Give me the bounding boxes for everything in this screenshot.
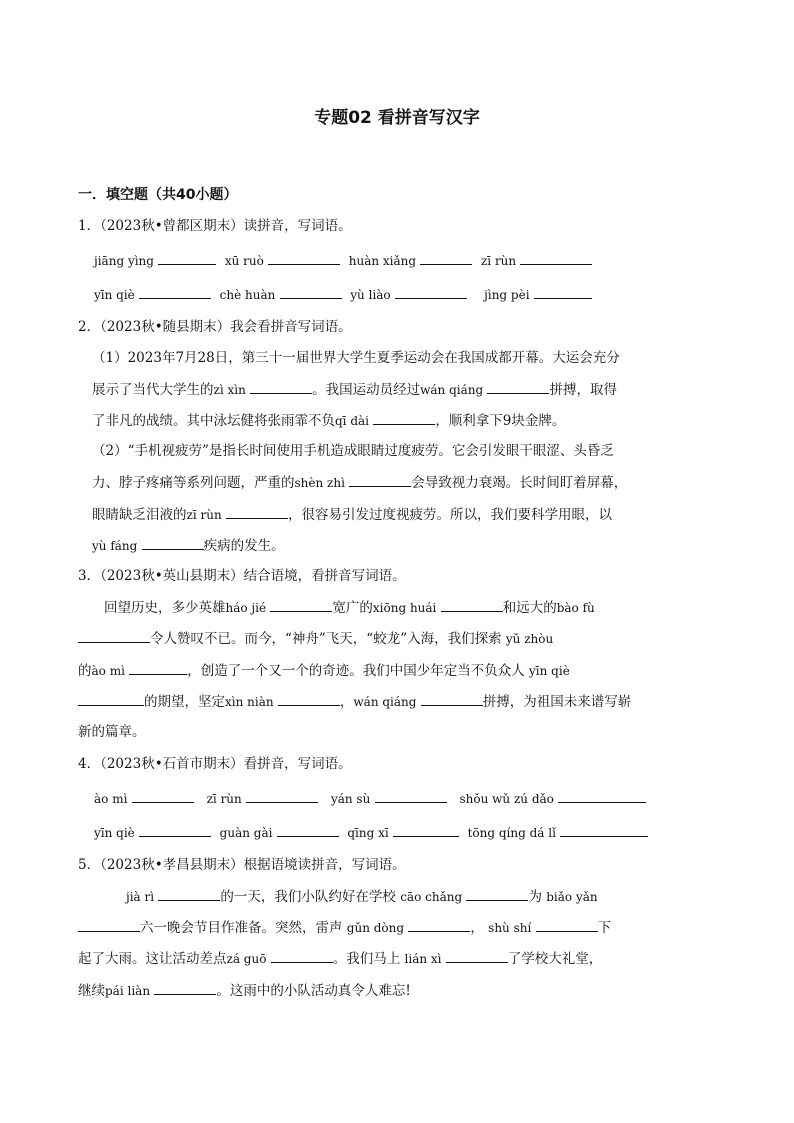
pinyin: zī rùn bbox=[186, 508, 222, 522]
text: ， bbox=[470, 920, 484, 936]
pinyin: qīng xī bbox=[347, 826, 389, 840]
pinyin: zá guō bbox=[226, 952, 267, 966]
pinyin: shù shí bbox=[488, 921, 532, 935]
answer-blank[interactable] bbox=[246, 788, 318, 803]
answer-blank[interactable] bbox=[270, 597, 332, 612]
text: ， bbox=[339, 694, 354, 710]
text: 。我们马上 bbox=[332, 951, 401, 967]
answer-blank[interactable] bbox=[520, 250, 592, 265]
answer-blank[interactable] bbox=[78, 917, 140, 932]
answer-blank[interactable] bbox=[158, 250, 216, 265]
pinyin: ào mì bbox=[94, 792, 128, 806]
answer-blank[interactable] bbox=[139, 822, 211, 837]
q2-line-7 bbox=[92, 535, 285, 556]
answer-blank[interactable] bbox=[349, 472, 411, 487]
text: 六一晚会节目作准备。突然，雷声 bbox=[140, 920, 343, 936]
answer-blank[interactable] bbox=[420, 250, 472, 265]
answer-blank[interactable] bbox=[226, 504, 288, 519]
text: 的 bbox=[78, 663, 92, 679]
q5-line-3 bbox=[78, 948, 602, 969]
answer-blank[interactable] bbox=[277, 822, 339, 837]
answer-blank[interactable] bbox=[487, 379, 549, 394]
q4-row-2 bbox=[94, 822, 648, 843]
pinyin: yīn qiè bbox=[529, 664, 570, 678]
text: 的期望，坚定 bbox=[144, 694, 225, 710]
section-heading: 一．填空题（共40小题） bbox=[78, 187, 238, 203]
text: 为 bbox=[528, 889, 542, 905]
pinyin: qī dài bbox=[335, 414, 370, 428]
pinyin: yīn qiè bbox=[94, 288, 135, 302]
q5-line-4 bbox=[78, 980, 411, 1001]
text: 和远大的 bbox=[502, 600, 557, 616]
pinyin: guàn gài bbox=[219, 826, 273, 840]
pinyin: bào fù bbox=[556, 601, 595, 615]
text: 起了大雨。这让活动差点 bbox=[78, 951, 227, 967]
text: 下 bbox=[597, 920, 612, 936]
pinyin: yán sù bbox=[330, 792, 371, 806]
pinyin: huàn xiǎng bbox=[348, 254, 417, 268]
text: 会导致视力衰竭。长时间盯着屏幕， bbox=[411, 475, 628, 491]
text: ，创造了一个又一个的奇迹。我们中国少年定当不负众人 bbox=[187, 663, 525, 679]
pinyin: háo jié bbox=[225, 601, 267, 615]
answer-blank[interactable] bbox=[441, 597, 503, 612]
q1-heading: 1．（2023秋•曾都区期末）读拼音，写词语。 bbox=[78, 218, 352, 234]
q4-heading: 4．（2023秋•石首市期末）看拼音，写词语。 bbox=[78, 756, 352, 772]
pinyin: xìn niàn bbox=[225, 695, 274, 709]
q2-line-1: （1）2023年7月28日，第三十一届世界大学生夏季运动会在我国成都开幕。大运会充分 bbox=[92, 350, 620, 366]
q3-line-1 bbox=[104, 597, 595, 618]
q3-line-5: 新的篇章。 bbox=[78, 724, 146, 740]
pinyin: zì xìn bbox=[213, 383, 246, 397]
q2-line-2 bbox=[92, 379, 617, 400]
answer-blank[interactable] bbox=[373, 410, 435, 425]
q2-line-4: （2）“手机视疲劳”是指长时间使用手机造成眼睛过度疲劳。它会引发眼干眼涩、头昏乏 bbox=[92, 443, 614, 459]
answer-blank[interactable] bbox=[142, 535, 204, 550]
pinyin: pái liàn bbox=[105, 984, 151, 998]
answer-blank[interactable] bbox=[421, 691, 483, 706]
answer-blank[interactable] bbox=[139, 284, 211, 299]
answer-blank[interactable] bbox=[536, 917, 598, 932]
pinyin: jìng pèi bbox=[484, 288, 530, 302]
q2-line-3 bbox=[92, 410, 565, 431]
answer-blank[interactable] bbox=[268, 250, 340, 265]
pinyin: gǔn dòng bbox=[346, 921, 405, 935]
pinyin: jià rì bbox=[126, 890, 155, 904]
q5-heading: 5．（2023秋•孝昌县期末）根据语境读拼音，写词语。 bbox=[78, 857, 406, 873]
q5-line-2 bbox=[78, 917, 611, 938]
q5-line-1 bbox=[126, 886, 598, 907]
text: 继续 bbox=[78, 983, 105, 999]
text: 眼睛缺乏泪液的 bbox=[92, 507, 187, 523]
answer-blank[interactable] bbox=[132, 788, 194, 803]
pinyin: shèn zhì bbox=[294, 476, 345, 490]
q2-line-6 bbox=[92, 504, 612, 525]
answer-blank[interactable] bbox=[560, 822, 648, 837]
answer-blank[interactable] bbox=[466, 886, 528, 901]
answer-blank[interactable] bbox=[375, 788, 447, 803]
q3-heading: 3．（2023秋•英山县期末）结合语境，看拼音写词语。 bbox=[78, 568, 406, 584]
pinyin: lián xì bbox=[404, 952, 442, 966]
pinyin: chè huàn bbox=[219, 288, 276, 302]
answer-blank[interactable] bbox=[395, 284, 467, 299]
q3-line-2 bbox=[78, 628, 553, 649]
pinyin: zī rùn bbox=[206, 792, 242, 806]
answer-blank[interactable] bbox=[280, 284, 342, 299]
text: 疾病的发生。 bbox=[203, 538, 285, 554]
answer-blank[interactable] bbox=[250, 379, 312, 394]
text: 。我国运动员经过 bbox=[312, 382, 421, 398]
text: 回望历史，多少英雄 bbox=[104, 600, 226, 616]
answer-blank[interactable] bbox=[278, 691, 340, 706]
pinyin: shǒu wǔ zú dǎo bbox=[459, 792, 554, 806]
answer-blank[interactable] bbox=[534, 284, 592, 299]
text: ，很容易引发过度视疲劳。所以，我们要科学用眼，以 bbox=[287, 507, 612, 523]
answer-blank[interactable] bbox=[558, 788, 646, 803]
text: 令人赞叹不已。而今，“神舟”飞天，“蛟龙”入海，我们探索 bbox=[150, 631, 502, 647]
text: 拼搏，取得 bbox=[549, 382, 617, 398]
pinyin: yǔ zhòu bbox=[505, 632, 554, 646]
answer-blank[interactable] bbox=[271, 948, 333, 963]
text: ，顺利拿下9块金牌。 bbox=[435, 413, 566, 429]
q2-line-5 bbox=[92, 472, 627, 493]
pinyin: wán qiáng bbox=[353, 695, 417, 709]
pinyin: yù liào bbox=[350, 288, 391, 302]
pinyin: tōng qíng dá lǐ bbox=[467, 826, 556, 840]
answer-blank[interactable] bbox=[446, 948, 508, 963]
q2-heading: 2．（2023秋•随县期末）我会看拼音写词语。 bbox=[78, 319, 352, 335]
answer-blank[interactable] bbox=[78, 628, 150, 643]
pinyin: yù fáng bbox=[92, 539, 138, 553]
text: 宽广的 bbox=[332, 600, 373, 616]
answer-blank[interactable] bbox=[154, 980, 216, 995]
pinyin: wán qiáng bbox=[420, 383, 484, 397]
answer-blank[interactable] bbox=[408, 917, 470, 932]
pinyin: zī rùn bbox=[480, 254, 517, 268]
pinyin: ào mì bbox=[91, 664, 125, 678]
text: 展示了当代大学生的 bbox=[92, 382, 214, 398]
answer-blank[interactable] bbox=[129, 660, 187, 675]
text: 了非凡的战绩。其中泳坛健将张雨霏不负 bbox=[92, 413, 335, 429]
pinyin: xū ruò bbox=[224, 254, 264, 268]
pinyin: xiōng huái bbox=[372, 601, 437, 615]
text: 拼搏，为祖国未来谱写崭 bbox=[482, 694, 632, 710]
text: 了学校大礼堂， bbox=[507, 951, 603, 967]
q3-line-3 bbox=[78, 660, 570, 681]
text: 。这雨中的小队活动真令人难忘! bbox=[216, 983, 411, 999]
answer-blank[interactable] bbox=[393, 822, 459, 837]
q4-row-1 bbox=[94, 788, 646, 809]
answer-blank[interactable] bbox=[158, 886, 220, 901]
q3-line-4 bbox=[78, 691, 631, 712]
pinyin: jiāng yìng bbox=[94, 254, 154, 268]
answer-blank[interactable] bbox=[78, 691, 144, 706]
q1-row-1 bbox=[94, 250, 592, 271]
pinyin: cāo chǎng bbox=[400, 890, 463, 904]
page-title: 专题02 看拼音写汉字 bbox=[314, 108, 480, 128]
text: 力、脖子疼痛等系列问题，严重的 bbox=[92, 475, 295, 491]
pinyin: yīn qiè bbox=[94, 826, 135, 840]
pinyin: biǎo yǎn bbox=[546, 890, 598, 904]
q1-row-2 bbox=[94, 284, 592, 305]
text: 的一天，我们小队约好在学校 bbox=[220, 889, 396, 905]
